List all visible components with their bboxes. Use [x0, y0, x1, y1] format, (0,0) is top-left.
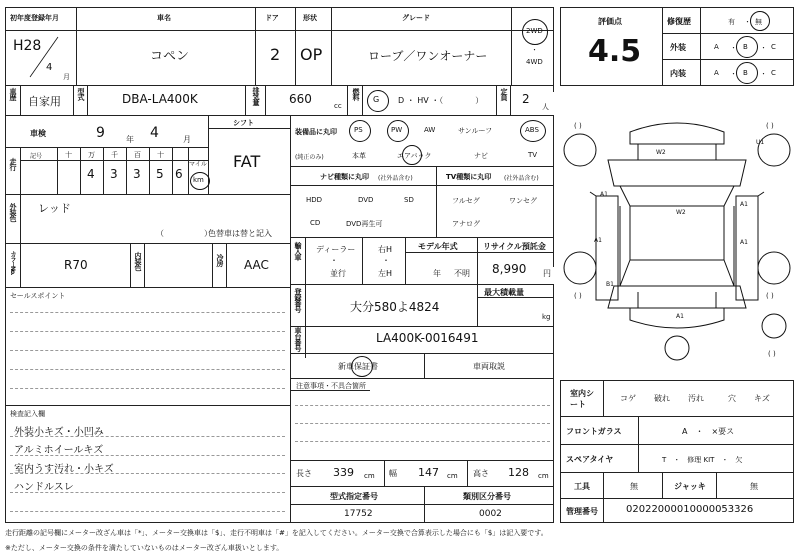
- repair-yes: 有: [728, 18, 735, 26]
- repair-label: 修復歴: [667, 17, 691, 26]
- grade-dot: ・: [760, 44, 767, 52]
- recycle-label: リサイクル預託金: [483, 242, 546, 251]
- import-dot: ・: [330, 256, 338, 265]
- sheet-item-scratch: キズ: [754, 394, 770, 403]
- mileage-digit: 4: [87, 167, 95, 181]
- equipment-sunroof: サンルーフ: [458, 127, 493, 135]
- equipment-ps: PS: [354, 126, 363, 134]
- interior-label: 内装: [670, 69, 686, 78]
- equipment-pw: PW: [391, 126, 403, 134]
- import-dealer: ディーラー: [316, 245, 356, 254]
- displacement-unit: cc: [334, 102, 342, 110]
- digit-header: 十: [157, 151, 164, 159]
- reg-no-value: 大分580よ4824: [350, 300, 440, 314]
- rating-score: 4.5: [588, 34, 642, 69]
- import-label: 輸入車: [294, 242, 302, 260]
- svg-text:A1: A1: [676, 313, 684, 320]
- reg-no-label: 登録番号: [294, 288, 302, 312]
- digit-header: 百: [134, 151, 141, 159]
- usage-value: 自家用: [28, 95, 61, 108]
- mileage-unit: km: [193, 176, 204, 184]
- svg-text:B1: B1: [606, 281, 614, 288]
- digit-header: 千: [111, 151, 118, 159]
- equipment-aw: AW: [424, 126, 436, 134]
- color-value: レッド: [38, 202, 71, 215]
- drive-dot: ・: [531, 46, 538, 54]
- svg-text:( ): ( ): [574, 292, 582, 300]
- exterior-grade-a: A: [714, 43, 719, 51]
- equipment-abs: ABS: [525, 126, 539, 134]
- chassis-value: LA400K-0016491: [376, 331, 479, 345]
- sheet-item-dirt: 汚れ: [688, 394, 704, 403]
- width-unit: cm: [447, 472, 458, 480]
- right-hand-drive: 右H: [378, 245, 393, 254]
- height-label: 高さ: [473, 469, 489, 478]
- car-name: コペン: [150, 49, 190, 64]
- rating-label: 評価点: [598, 17, 622, 26]
- month-unit: 月: [63, 73, 70, 81]
- first-reg-era: H28: [13, 38, 42, 54]
- fuel-label: 燃料: [352, 88, 360, 100]
- windshield-value: A ・ ×要ス: [682, 427, 735, 436]
- interior-grade-c: C: [771, 69, 776, 77]
- sales-point-label: セールスポイント: [10, 292, 66, 300]
- capacity-unit: 人: [542, 103, 549, 111]
- inspection-month-unit: 月: [183, 135, 191, 144]
- shape-value: OP: [300, 45, 323, 64]
- svg-text:W2: W2: [676, 209, 686, 216]
- manual-label: 車両取説: [473, 362, 505, 371]
- mileage-label: 走行: [9, 158, 17, 170]
- sheet-item-tear: 破れ: [654, 394, 670, 403]
- mileage-digit: 3: [110, 167, 118, 181]
- shape-label: 形状: [303, 14, 317, 22]
- shift-label: シフト: [233, 119, 254, 127]
- max-load-unit: kg: [542, 313, 551, 321]
- length-label: 長さ: [296, 469, 312, 478]
- inspector-note: アルミホイールキズ: [14, 445, 104, 456]
- equipment-label: 装備品に丸印: [295, 128, 337, 136]
- grade-value: ローブ／ワンオーナー: [368, 49, 488, 63]
- length-value: 339: [333, 466, 354, 479]
- color-no-value: R70: [64, 258, 88, 272]
- left-hand-drive: 左H: [378, 269, 393, 278]
- windshield-label: フロントガラス: [566, 427, 622, 436]
- sheet-item-burn: コゲ: [620, 394, 636, 403]
- grade-dot: ・: [730, 70, 737, 78]
- shift-value: FAT: [233, 152, 261, 171]
- interior-grade-a: A: [714, 69, 719, 77]
- width-label: 幅: [389, 469, 397, 478]
- chassis-label: 車台番号: [294, 327, 302, 351]
- management-label: 管理番号: [566, 507, 598, 516]
- displacement-label: 排気量: [252, 87, 260, 105]
- mileage-symbol-label: 記号: [30, 153, 43, 160]
- inspection-year: 9: [96, 125, 105, 141]
- type-designation-label: 型式指定番号: [330, 492, 378, 501]
- inspection-month: 4: [150, 125, 159, 141]
- management-value: 0202200001000005332​6: [626, 504, 754, 515]
- tv-oneseg: ワンセグ: [509, 197, 537, 205]
- notes-label: 注意事項・不具合箇所: [296, 382, 366, 390]
- car-diagram: [560, 110, 794, 380]
- svg-text:A1: A1: [594, 237, 602, 244]
- height-value: 128: [508, 466, 529, 479]
- model-year-unit: 年: [433, 269, 441, 278]
- svg-text:U1: U1: [756, 139, 765, 146]
- car-name-label: 車名: [157, 14, 171, 22]
- interior-sheet-label: 室内シート: [570, 389, 594, 409]
- tools-label: 工具: [574, 482, 590, 491]
- navi-dvd: DVD: [358, 196, 374, 204]
- drive-4wd: 4WD: [526, 58, 543, 66]
- capacity-value: 2: [522, 92, 530, 106]
- svg-text:( ): ( ): [768, 350, 776, 358]
- color-no-label: カラーNo.: [9, 251, 16, 275]
- jack-value: 無: [750, 482, 758, 491]
- fuel-other: D ・ HV ・（ ）: [398, 96, 484, 105]
- color-paren: （ ）: [156, 229, 212, 238]
- grade-dot: ・: [760, 70, 767, 78]
- width-value: 147: [418, 466, 439, 479]
- exterior-label: 外装: [670, 43, 686, 52]
- svg-text:W2: W2: [656, 149, 666, 156]
- repair-sep: ・: [744, 18, 751, 26]
- type-designation-value: 17752: [344, 509, 373, 519]
- mileage-digit: 6: [175, 167, 183, 181]
- inspector-label: 検査記入欄: [10, 410, 45, 418]
- svg-text:( ): ( ): [766, 292, 774, 300]
- inspection-year-unit: 年: [126, 135, 134, 144]
- ac-label: 冷房: [216, 254, 224, 266]
- max-load-label: 最大積載量: [484, 288, 524, 297]
- tv-sub: (社外品含む): [504, 175, 539, 182]
- navi-label: ナビ種類に丸印: [320, 173, 369, 181]
- svg-text:( ): ( ): [766, 122, 774, 130]
- model-label: 型式: [77, 88, 85, 100]
- mileage-digit: 5: [156, 167, 164, 181]
- equipment-sub: (純正のみ): [295, 154, 324, 161]
- color-label: 外装色: [9, 203, 17, 221]
- equipment-tv: TV: [528, 151, 538, 159]
- category-value: 0002: [479, 509, 502, 519]
- footer-note-1: 走行距離の記号欄にメーター改ざん車は「*」、メーター交換車は「$」、走行不明車は「#」を記入してください。メーター交換で合算表示した場合にも「$」は記入要です。: [5, 529, 548, 537]
- inspector-note: 外装小キズ・小凹み: [14, 427, 104, 438]
- fuel-g: G: [373, 95, 380, 104]
- equipment-navi: ナビ: [474, 152, 488, 160]
- model-value: DBA-LA400K: [122, 92, 198, 106]
- recycle-unit: 円: [543, 269, 551, 278]
- ac-value: AAC: [244, 258, 269, 272]
- recycle-value: 8,990: [492, 262, 527, 276]
- digit-header: 万: [88, 151, 95, 159]
- inspection-label: 車検: [30, 129, 46, 138]
- color-note: 色替車は替と記入: [208, 229, 272, 238]
- mile-label: マイル: [189, 161, 207, 168]
- tv-fullseg: フルセグ: [452, 197, 480, 205]
- navi-dvd-play: DVD再生可: [346, 220, 383, 228]
- capacity-label: 定員: [500, 88, 508, 100]
- usage-label: 車歴: [9, 88, 17, 100]
- svg-text:( ): ( ): [574, 122, 582, 130]
- exterior-grade-b: B: [743, 43, 748, 51]
- navi-cd: CD: [310, 219, 321, 227]
- first-reg-month: 4: [46, 62, 53, 73]
- tools-value: 無: [630, 482, 638, 491]
- navi-sub: (社外品含む): [378, 175, 413, 182]
- doors-label: ドア: [265, 14, 279, 22]
- grade-dot: ・: [730, 44, 737, 52]
- footer-note-2: ※ただし、メーター交換の条件を満たしていないものはメーター改ざん車扱いとします。: [5, 544, 284, 552]
- svg-text:A1: A1: [740, 201, 748, 208]
- repair-no: 無: [755, 18, 762, 26]
- tv-analog: アナログ: [452, 220, 480, 228]
- height-unit: cm: [538, 472, 549, 480]
- equipment-airbag: エアバック: [397, 152, 432, 160]
- navi-hdd: HDD: [306, 196, 323, 204]
- spare-label: スペアタイヤ: [566, 455, 614, 464]
- drive-2wd: 2WD: [526, 27, 543, 35]
- length-unit: cm: [364, 472, 375, 480]
- spare-value: T ・ 修理 KIT ・ 欠: [662, 456, 743, 464]
- interior-color-label: 内装色: [134, 252, 142, 270]
- digit-header: 十: [65, 151, 72, 159]
- model-year-label: モデル年式: [418, 242, 458, 251]
- inspector-note: 室内うす汚れ・小キズ: [14, 464, 114, 475]
- model-year-value: 不明: [454, 269, 470, 278]
- displacement-value: 660: [289, 92, 312, 106]
- grade-label: グレード: [402, 14, 430, 22]
- tv-label: TV種類に丸印: [446, 173, 492, 181]
- import-parallel: 並行: [330, 269, 346, 278]
- doors-value: 2: [270, 45, 281, 64]
- first-reg-label: 初年度登録年月: [10, 14, 59, 22]
- sheet-item-hole: 穴: [728, 394, 736, 403]
- category-label: 類別区分番号: [463, 492, 511, 501]
- jack-label: ジャッキ: [674, 482, 706, 491]
- inspector-note: ハンドルスレ: [14, 482, 74, 493]
- handle-dot: ・: [382, 256, 390, 265]
- svg-text:A1: A1: [600, 191, 608, 198]
- warranty-label: 新車保証書: [338, 362, 378, 371]
- svg-text:A1: A1: [740, 239, 748, 246]
- navi-sd: SD: [404, 196, 414, 204]
- equipment-leather: 本革: [352, 152, 366, 160]
- interior-grade-b: B: [743, 69, 748, 77]
- mileage-digit: 3: [133, 167, 141, 181]
- exterior-grade-c: C: [771, 43, 776, 51]
